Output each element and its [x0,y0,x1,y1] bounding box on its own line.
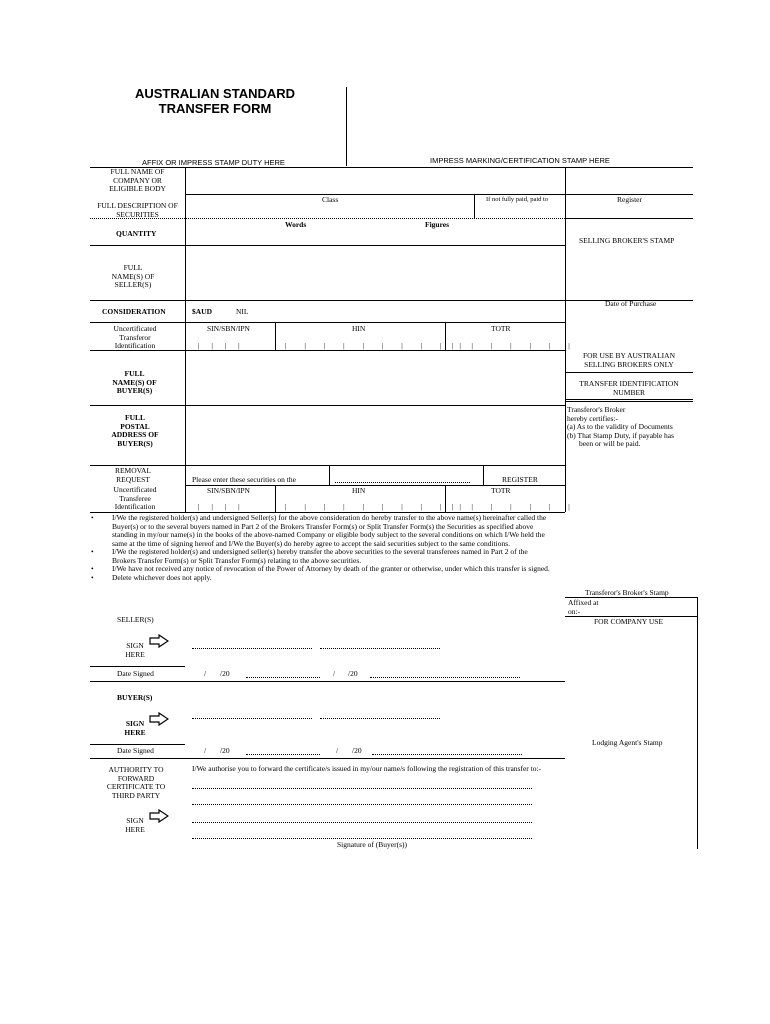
grid-line [90,350,565,351]
description-label: FULL DESCRIPTION OF SECURITIES [97,201,178,219]
date-year: /20 [220,669,230,678]
transfer-id-line2: NUMBER [612,387,646,397]
buyer-signature-line-2 [320,718,440,719]
affix-stamp-label: AFFIX OR IMPRESS STAMP DUTY HERE [142,158,285,167]
date-dotted-line-3 [246,754,320,755]
registry-dotted-line [335,482,470,483]
date-dotted-line-2 [370,677,520,678]
register-caps-label: REGISTER [502,475,538,484]
signature-buyers-label: Signature of (Buyer(s)) [337,840,407,849]
bullet-text-4: Delete whichever does not apply. [112,572,212,582]
date-year-2: /20 [348,669,358,678]
totr-boxes-2[interactable]: | | | | | | | [452,502,578,511]
grid-line [90,465,565,466]
bullet-icon: • [91,547,94,556]
arrow-right-icon [149,809,169,823]
company-field[interactable] [187,168,563,193]
bullet-item [90,574,550,583]
date-year-3: /20 [220,746,230,755]
postal-label: FULL POSTAL ADDRESS OF BUYER(S) [111,413,159,448]
for-use-label [565,352,693,369]
authority-label: AUTHORITY TO FORWARD CERTIFICATE TO THIRD PARTY [106,765,166,800]
seller-signature-line-1 [192,648,312,649]
affixed-at-label: Affixed at [568,598,599,607]
buyer-signature-field-1[interactable] [192,706,312,718]
grid-divider [275,322,276,350]
consideration-label: CONSIDERATION [102,307,166,316]
seller-signature-field-2[interactable] [320,636,440,648]
removal-label: REMOVAL REQUEST [114,466,152,484]
sellers-label: FULL NAME(S) OF SELLER(S) [111,263,155,289]
register-label: Register [617,195,642,204]
grid-line [565,401,693,402]
grid-line [565,218,693,219]
date-signed-label-2: Date Signed [117,746,154,755]
buyer-signature-line-1 [192,718,312,719]
grid-divider [483,465,484,485]
quantity-field[interactable] [187,230,563,242]
date-dotted-line-4 [372,754,522,755]
bullet-text-3: I/We have not received any notice of revocation of the Power of Attorney by death of the granter or otherwise, under which this transfer is signed. [112,564,550,573]
validity-label: (a) As to the validity of Documents [567,422,673,431]
description-field[interactable] [187,205,472,217]
forward-address-field[interactable] [192,776,532,838]
buyer-signature-field-2[interactable] [320,706,440,718]
grid-line [90,405,565,406]
hin-label-2: HIN [352,486,366,495]
lodging-agent-label: Lodging Agent's Stamp [592,738,663,747]
sellers-field[interactable] [187,248,563,298]
grid-line [90,744,185,745]
transferor-broker-label: Transferor's Broker [567,405,626,414]
totr-label-2: TOTR [491,486,511,495]
sin-label-2: SIN/SBN/IPN [207,486,250,495]
registry-field[interactable] [335,470,470,482]
date-slash-2: / [333,669,336,678]
please-enter-label: Please enter these securities on the [192,475,296,484]
hin-boxes-2[interactable]: | | | | | | | | | | [285,502,469,511]
words-label: Words [285,220,307,229]
consideration-field[interactable] [250,303,560,321]
hin-boxes[interactable]: | | | | | | | | | | [285,341,469,350]
date-slash-3: / [204,746,207,755]
impress-marking-label: IMPRESS MARKING/CERTIFICATION STAMP HERE [430,156,610,165]
not-fully-paid-label: If not fully paid, paid to [486,196,549,203]
figures-label: Figures [425,220,450,229]
grid-divider [474,194,475,218]
transferor-broker-stamp-label: Transferor's Broker's Stamp [585,588,669,597]
sin-label: SIN/SBN/IPN [207,324,250,333]
date-slash-4: / [336,746,339,755]
grid-line [90,245,565,246]
seller-signature-field-1[interactable] [192,636,312,648]
sellers-signing-label: SELLER(S) [117,615,154,624]
bullet-item [90,548,550,565]
bullet-text-1: I/We the registered holder(s) and undersigned Seller(s) for the above consideration do hereby transfer to the above name(s) hereinafter called the Buyer(s) or to the several buyers named in Part 2 of the Brokers Transfer Form(s) or Split Transfer Form(s) the Securities as specified above standing in my/our name(s) in the books of the above-named Company or eligible body subject to the several conditions on which I/We held the same at the time of signing hereof and I/We the Buyer(s) do hereby agree to accept the said securities subject to the same conditions. [112,513,547,548]
arrow-right-icon [149,634,169,648]
bullet-icon: • [91,513,94,522]
class-label: Class [322,195,339,204]
bullet-icon: • [91,564,94,573]
grid-dotted-line [90,218,565,219]
sign-here-label-3: SIGN HERE [125,816,145,834]
company-label: FULL NAME OF COMPANY OR ELIGIBLE BODY [109,167,166,193]
aud-label: $AUD [192,307,212,316]
date-dotted-line [246,677,320,678]
grid-line [90,758,565,759]
transfer-id-line1: TRANSFER IDENTIFICATION [579,379,679,388]
grid-line [90,322,565,323]
authorise-text: I/We authorise you to forward the certificate/s issued in my/our name/s following the registration of this transfer to:- [192,764,542,773]
grid-divider [275,485,276,512]
uncert-transferor-label: Uncertificated Transferor Identification [113,324,157,350]
bullet-list [90,514,550,582]
stamp-duty-label-2: been or will be paid. [579,439,641,448]
seller-signature-line-2 [320,648,440,649]
for-use-line2: SELLING BROKERS ONLY [584,359,674,369]
form-title-line1: AUSTRALIAN STANDARD [134,86,296,101]
grid-line [90,681,565,682]
sign-here-label-2: SIGN HERE [124,719,146,737]
selling-broker-stamp-label: SELLING BROKER'S STAMP [579,236,675,245]
grid-line [565,399,693,400]
sin-boxes[interactable]: | | | | [198,341,245,350]
sign-here-label: SIGN HERE [125,641,145,659]
hereby-certifies-label: hereby certifies:- [567,413,619,423]
form-title-line2: TRANSFER FORM [158,101,272,116]
bullet-text-2: I/We the registered holder(s) and undersigned seller(s) hereby transfer the above securities to the several transferees named in Part 2 of the Brokers Transfer Form(s) or Split Transfer Form(s) relating to the above securities. [112,547,528,565]
date-slash: / [204,669,207,678]
transfer-id-label [565,380,693,397]
nil-label: NIL [236,307,249,316]
date-signed-label: Date Signed [117,669,154,678]
broker-certifies [567,406,693,449]
uncert-transferee-label: Uncertificated Transferee Identification [113,485,157,511]
grid-line [565,372,693,373]
totr-label: TOTR [491,324,511,333]
arrow-right-icon [149,712,169,726]
buyers-field[interactable] [187,353,563,403]
quantity-label: QUANTITY [116,229,157,238]
for-company-use-label: FOR COMPANY USE [594,617,664,626]
address-line-4 [192,838,532,839]
totr-boxes[interactable]: | | | | | | | [452,341,578,350]
grid-divider [697,597,698,849]
bullet-icon: • [91,572,94,582]
postal-field[interactable] [187,408,563,463]
hin-label: HIN [352,324,366,333]
form-title [120,86,310,116]
buyers-signing-label: BUYER(S) [117,693,153,702]
seller-date-field[interactable] [210,667,510,677]
bullet-item [90,514,550,548]
date-year-4: /20 [352,746,362,755]
for-use-line1: FOR USE BY AUSTRALIAN [582,351,676,360]
grid-divider [329,465,330,485]
date-of-purchase-label: Date of Purchase [605,299,657,308]
buyers-label: FULL NAME(S) OF BUYER(S) [112,369,157,395]
buyer-date-field[interactable] [210,744,510,754]
stamp-duty-label: (b) That Stamp Duty, if payable has [567,430,675,440]
grid-line [90,666,185,667]
sin-boxes-2[interactable]: | | | | [198,502,245,511]
on-label: on:- [568,607,581,616]
grid-line [90,300,693,301]
title-divider [346,87,347,166]
